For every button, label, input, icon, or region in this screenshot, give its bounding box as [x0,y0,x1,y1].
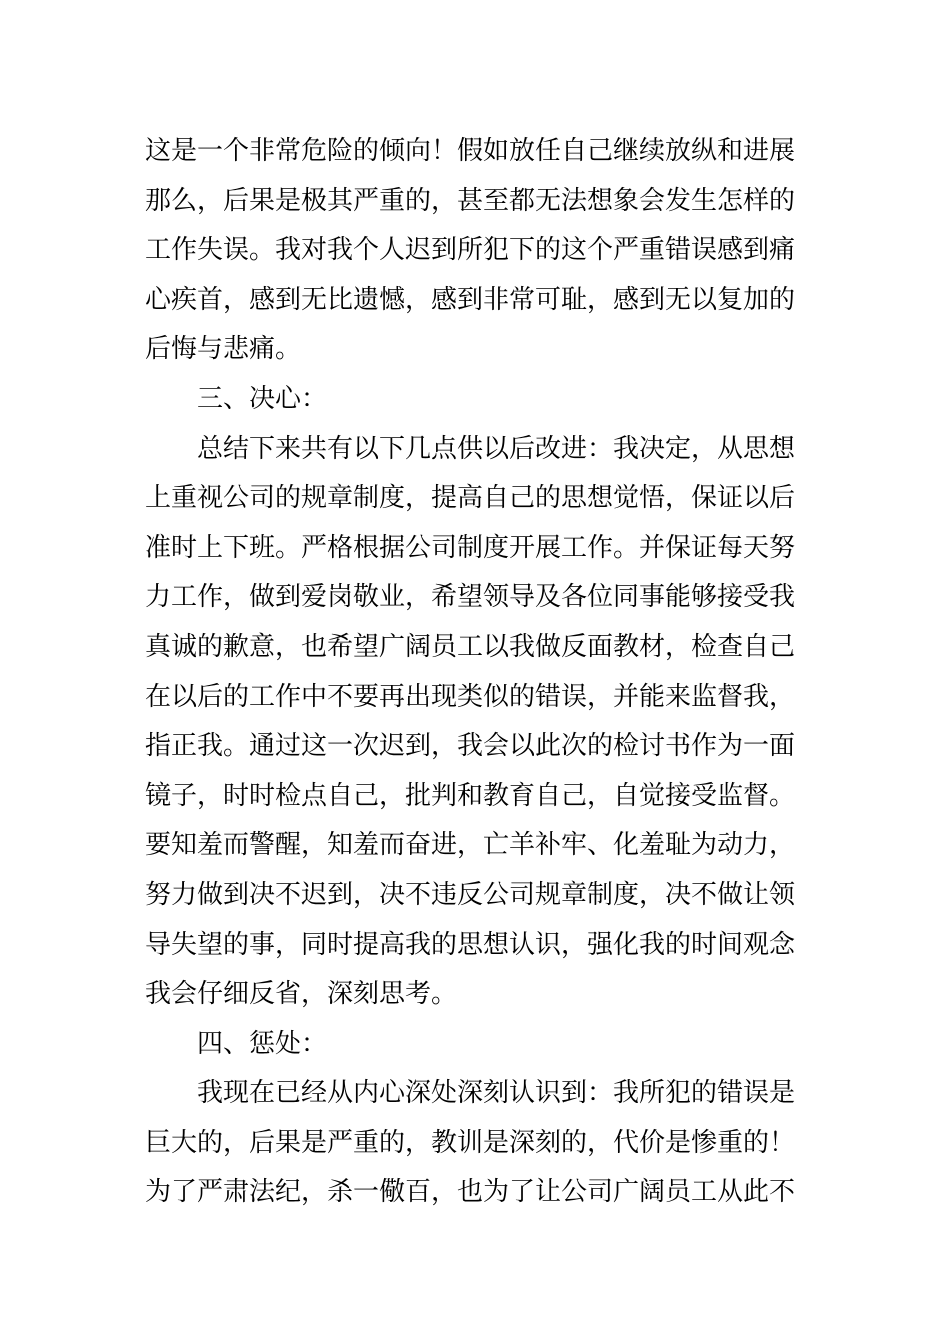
text-line: 我会仔细反省，深刻思考。 [145,979,458,1010]
text-line: 在以后的工作中不要再出现类似的错误，并能来监督我， [145,681,796,712]
text-line: 指正我。通过这一次迟到，我会以此次的检讨书作为一面 [145,731,796,762]
text-line: 上重视公司的规章制度，提高自己的思想觉悟，保证以后 [145,483,796,514]
text-line: 准时上下班。严格根据公司制度开展工作。并保证每天努 [145,532,796,563]
text-line: 工作失误。我对我个人迟到所犯下的这个严重错误感到痛 [145,235,796,266]
text-line: 心疾首，感到无比遗憾，感到非常可耻，感到无以复加的 [145,284,796,315]
text-line: 镜子，时时检点自己，批判和教育自己，自觉接受监督。 [145,780,796,811]
text-line: 总结下来共有以下几点供以后改进：我决定，从思想 [197,433,796,464]
document-body [145,127,810,1218]
text-line: 我现在已经从内心深处深刻认识到：我所犯的错误是 [197,1078,796,1109]
text-line: 这是一个非常危险的倾向！假如放任自己继续放纵和进展 [145,136,796,166]
text-line: 那么，后果是极其严重的，甚至都无法想象会发生怎样的 [145,185,796,216]
text-line: 为了严肃法纪，杀一儆百，也为了让公司广阔员工从此不 [145,1177,796,1208]
text-line: 努力做到决不迟到，决不违反公司规章制度，决不做让领 [145,879,796,910]
text-line: 巨大的，后果是严重的，教训是深刻的，代价是惨重的！ [145,1127,796,1158]
text-line: 真诚的歉意，也希望广阔员工以我做反面教材，检查自己 [145,631,796,662]
text-line: 要知羞而警醒，知羞而奋进，亡羊补牢、化羞耻为动力， [145,830,796,861]
section-heading-resolve: 三、决心： [197,383,328,414]
section-heading-punishment: 四、惩处： [197,1028,328,1059]
text-line: 导失望的事，同时提高我的思想认识，强化我的时间观念 [145,929,796,960]
text-line: 后悔与悲痛。 [145,334,302,365]
text-line: 力工作，做到爱岗敬业，希望领导及各位同事能够接受我 [145,582,796,613]
